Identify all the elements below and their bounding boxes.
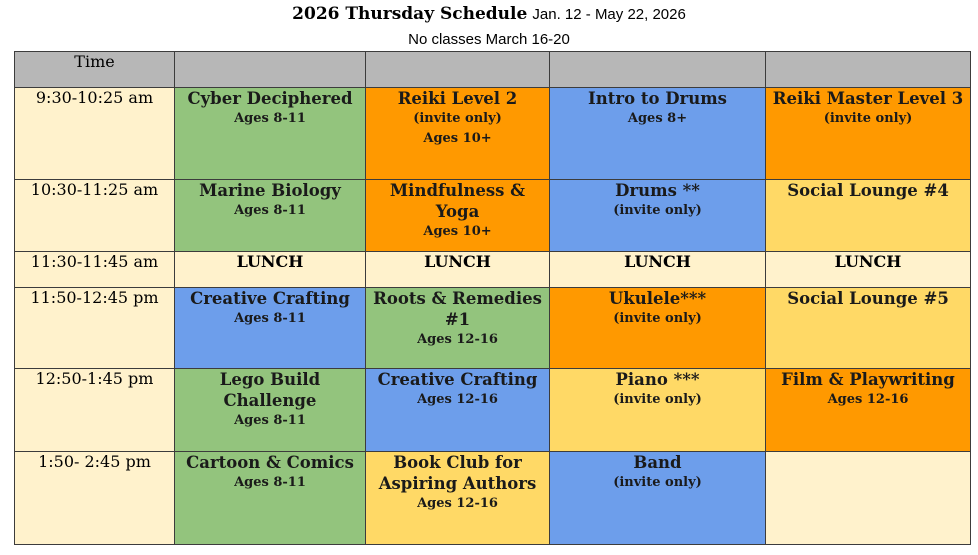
schedule-title bbox=[0, 4, 978, 24]
class-note: Ages 12-16 bbox=[417, 332, 498, 347]
time-slot: 11:50-12:45 pm bbox=[15, 288, 175, 369]
class-cell bbox=[766, 88, 971, 180]
class-cell bbox=[366, 88, 550, 180]
column-header bbox=[366, 52, 550, 88]
table-row bbox=[15, 88, 971, 180]
class-cell bbox=[175, 452, 366, 545]
class-name: Lego Build Challenge bbox=[219, 370, 321, 410]
title-dates: Jan. 12 - May 22, 2026 bbox=[532, 6, 686, 23]
class-note: (invite only) bbox=[613, 392, 702, 407]
lunch-cell: LUNCH bbox=[550, 252, 766, 288]
class-name: Creative Crafting bbox=[190, 289, 350, 308]
table-row bbox=[15, 288, 971, 369]
class-name: Roots & Remedies #1 bbox=[373, 289, 542, 329]
class-name: Reiki Level 2 bbox=[397, 89, 518, 108]
class-name: Film & Playwriting bbox=[781, 370, 955, 389]
column-header: Time bbox=[15, 52, 175, 88]
class-note: (invite only) bbox=[823, 111, 913, 126]
column-header bbox=[550, 52, 766, 88]
class-name: Creative Crafting bbox=[377, 370, 538, 389]
table-row bbox=[15, 369, 971, 452]
class-note: Ages 12-16 bbox=[417, 392, 498, 407]
class-cell bbox=[550, 180, 766, 252]
class-cell bbox=[766, 369, 971, 452]
class-note: Ages 8+ bbox=[627, 111, 688, 126]
class-name: Piano *** bbox=[615, 370, 700, 389]
class-name: Cyber Deciphered bbox=[187, 89, 353, 108]
class-name: Cartoon & Comics bbox=[186, 453, 354, 472]
class-note: (invite only) bbox=[413, 111, 502, 126]
class-note: (invite only) bbox=[613, 475, 702, 490]
class-cell bbox=[550, 369, 766, 452]
time-slot: 11:30-11:45 am bbox=[15, 252, 175, 288]
class-note: Ages 8-11 bbox=[234, 311, 306, 326]
class-name: Marine Biology bbox=[199, 181, 341, 200]
class-cell bbox=[366, 288, 550, 369]
table-row bbox=[15, 452, 971, 545]
time-slot: 10:30-11:25 am bbox=[15, 180, 175, 252]
schedule-body bbox=[15, 88, 971, 545]
class-note: Ages 8-11 bbox=[234, 413, 306, 428]
class-cell bbox=[766, 180, 971, 252]
table-row bbox=[15, 180, 971, 252]
class-cell bbox=[550, 88, 766, 180]
class-note: Ages 8-11 bbox=[234, 475, 306, 490]
schedule-subtitle: No classes March 16-20 bbox=[408, 31, 570, 48]
class-cell bbox=[366, 369, 550, 452]
time-slot: 1:50- 2:45 pm bbox=[15, 452, 175, 545]
time-slot: 12:50-1:45 pm bbox=[15, 369, 175, 452]
class-name: Mindfulness & Yoga bbox=[389, 181, 526, 221]
table-row bbox=[15, 252, 971, 288]
class-note: Ages 8-11 bbox=[234, 203, 306, 218]
class-cell bbox=[175, 369, 366, 452]
column-header bbox=[766, 52, 971, 88]
class-note: Ages 8-11 bbox=[234, 111, 306, 126]
class-cell bbox=[175, 288, 366, 369]
class-cell bbox=[550, 452, 766, 545]
class-name: Ukulele*** bbox=[608, 289, 707, 308]
class-cell bbox=[766, 452, 971, 545]
time-slot: 9:30-10:25 am bbox=[15, 88, 175, 180]
schedule-table bbox=[14, 51, 971, 545]
class-name: Book Club for Aspiring Authors bbox=[378, 453, 537, 493]
class-name: Drums ** bbox=[615, 181, 700, 200]
column-header bbox=[175, 52, 366, 88]
header-row bbox=[15, 52, 971, 88]
class-name: Reiki Master Level 3 bbox=[772, 89, 964, 108]
class-note: Ages 10+ bbox=[423, 224, 492, 239]
class-cell bbox=[366, 452, 550, 545]
lunch-cell: LUNCH bbox=[766, 252, 971, 288]
class-cell bbox=[366, 180, 550, 252]
class-note: Ages 10+ bbox=[423, 131, 492, 146]
class-name: Social Lounge #5 bbox=[787, 289, 949, 308]
class-note: Ages 12-16 bbox=[827, 392, 909, 407]
lunch-cell: LUNCH bbox=[175, 252, 366, 288]
lunch-cell: LUNCH bbox=[366, 252, 550, 288]
class-note: (invite only) bbox=[613, 311, 702, 326]
class-cell bbox=[766, 288, 971, 369]
class-name: Intro to Drums bbox=[588, 89, 727, 108]
class-note: Ages 12-16 bbox=[417, 496, 498, 511]
title-text: 2026 Thursday Schedule bbox=[292, 4, 528, 24]
class-name: Band bbox=[633, 453, 682, 472]
class-cell bbox=[550, 288, 766, 369]
class-name: Social Lounge #4 bbox=[787, 181, 949, 200]
class-note: (invite only) bbox=[613, 203, 702, 218]
class-cell bbox=[175, 88, 366, 180]
class-cell bbox=[175, 180, 366, 252]
